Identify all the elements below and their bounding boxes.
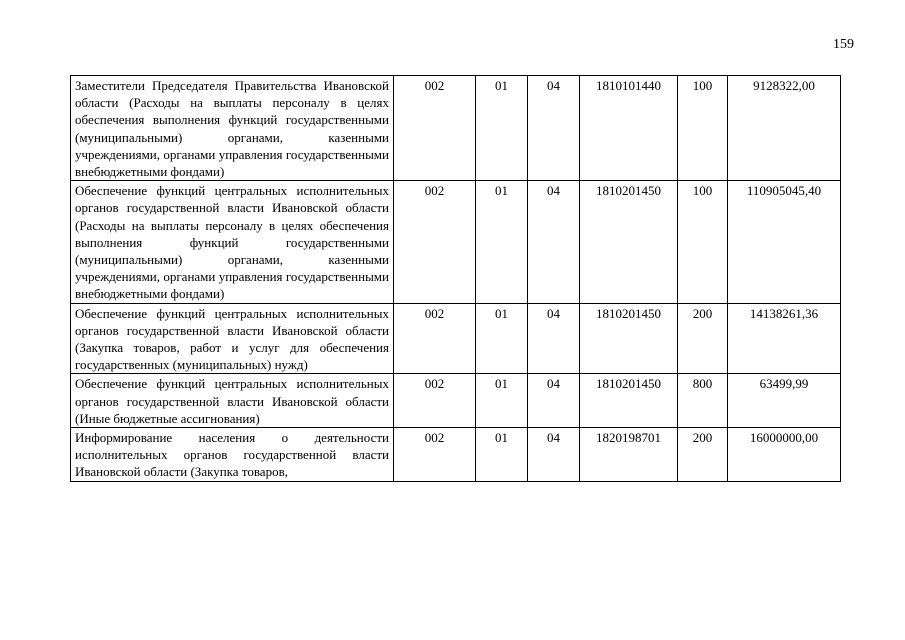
table-row [71, 428, 841, 482]
target-article-cell: 1810201450 [580, 374, 678, 428]
expense-type-cell: 100 [678, 181, 728, 303]
subsection-code-cell: 04 [528, 303, 580, 374]
expense-name-cell: Обеспечение функций центральных исполнительных органов государственной власти Ивановской области (Расходы на выплаты персоналу в целях обеспечения выполнения функций государственными (муниципальными) органами, казенными учреждениями, органами управления государственными внебюджетными фондами) [71, 181, 394, 303]
expense-type-cell: 200 [678, 303, 728, 374]
section-code-cell: 01 [476, 76, 528, 181]
table-row [71, 181, 841, 303]
section-code-cell: 01 [476, 181, 528, 303]
amount-cell: 14138261,36 [728, 303, 841, 374]
section-code-cell: 01 [476, 428, 528, 482]
expense-name-cell: Информирование населения о деятельности исполнительных органов государственной власти Ивановской области (Закупка товаров, [71, 428, 394, 482]
grbs-code-cell: 002 [394, 181, 476, 303]
amount-cell: 63499,99 [728, 374, 841, 428]
expense-name-cell: Обеспечение функций центральных исполнительных органов государственной власти Ивановской области (Иные бюджетные ассигнования) [71, 374, 394, 428]
target-article-cell: 1810201450 [580, 181, 678, 303]
expense-name-cell: Обеспечение функций центральных исполнительных органов государственной власти Ивановской области (Закупка товаров, работ и услуг для обеспечения государственных (муниципальных) нужд) [71, 303, 394, 374]
page-number: 159 [833, 37, 854, 52]
table-row [71, 76, 841, 181]
amount-cell: 9128322,00 [728, 76, 841, 181]
section-code-cell: 01 [476, 374, 528, 428]
subsection-code-cell: 04 [528, 181, 580, 303]
subsection-code-cell: 04 [528, 76, 580, 181]
budget-table [70, 75, 841, 482]
amount-cell: 110905045,40 [728, 181, 841, 303]
section-code-cell: 01 [476, 303, 528, 374]
expense-name-cell: Заместители Председателя Правительства Ивановской области (Расходы на выплаты персоналу в целях обеспечения выполнения функций государственными (муниципальными) органами, казенными учреждениями, органами управления государственными внебюджетными фондами) [71, 76, 394, 181]
grbs-code-cell: 002 [394, 76, 476, 181]
target-article-cell: 1810201450 [580, 303, 678, 374]
amount-cell: 16000000,00 [728, 428, 841, 482]
subsection-code-cell: 04 [528, 374, 580, 428]
table-row [71, 374, 841, 428]
grbs-code-cell: 002 [394, 374, 476, 428]
target-article-cell: 1810101440 [580, 76, 678, 181]
subsection-code-cell: 04 [528, 428, 580, 482]
table-row [71, 303, 841, 374]
grbs-code-cell: 002 [394, 303, 476, 374]
grbs-code-cell: 002 [394, 428, 476, 482]
expense-type-cell: 200 [678, 428, 728, 482]
expense-type-cell: 800 [678, 374, 728, 428]
target-article-cell: 1820198701 [580, 428, 678, 482]
expense-type-cell: 100 [678, 76, 728, 181]
